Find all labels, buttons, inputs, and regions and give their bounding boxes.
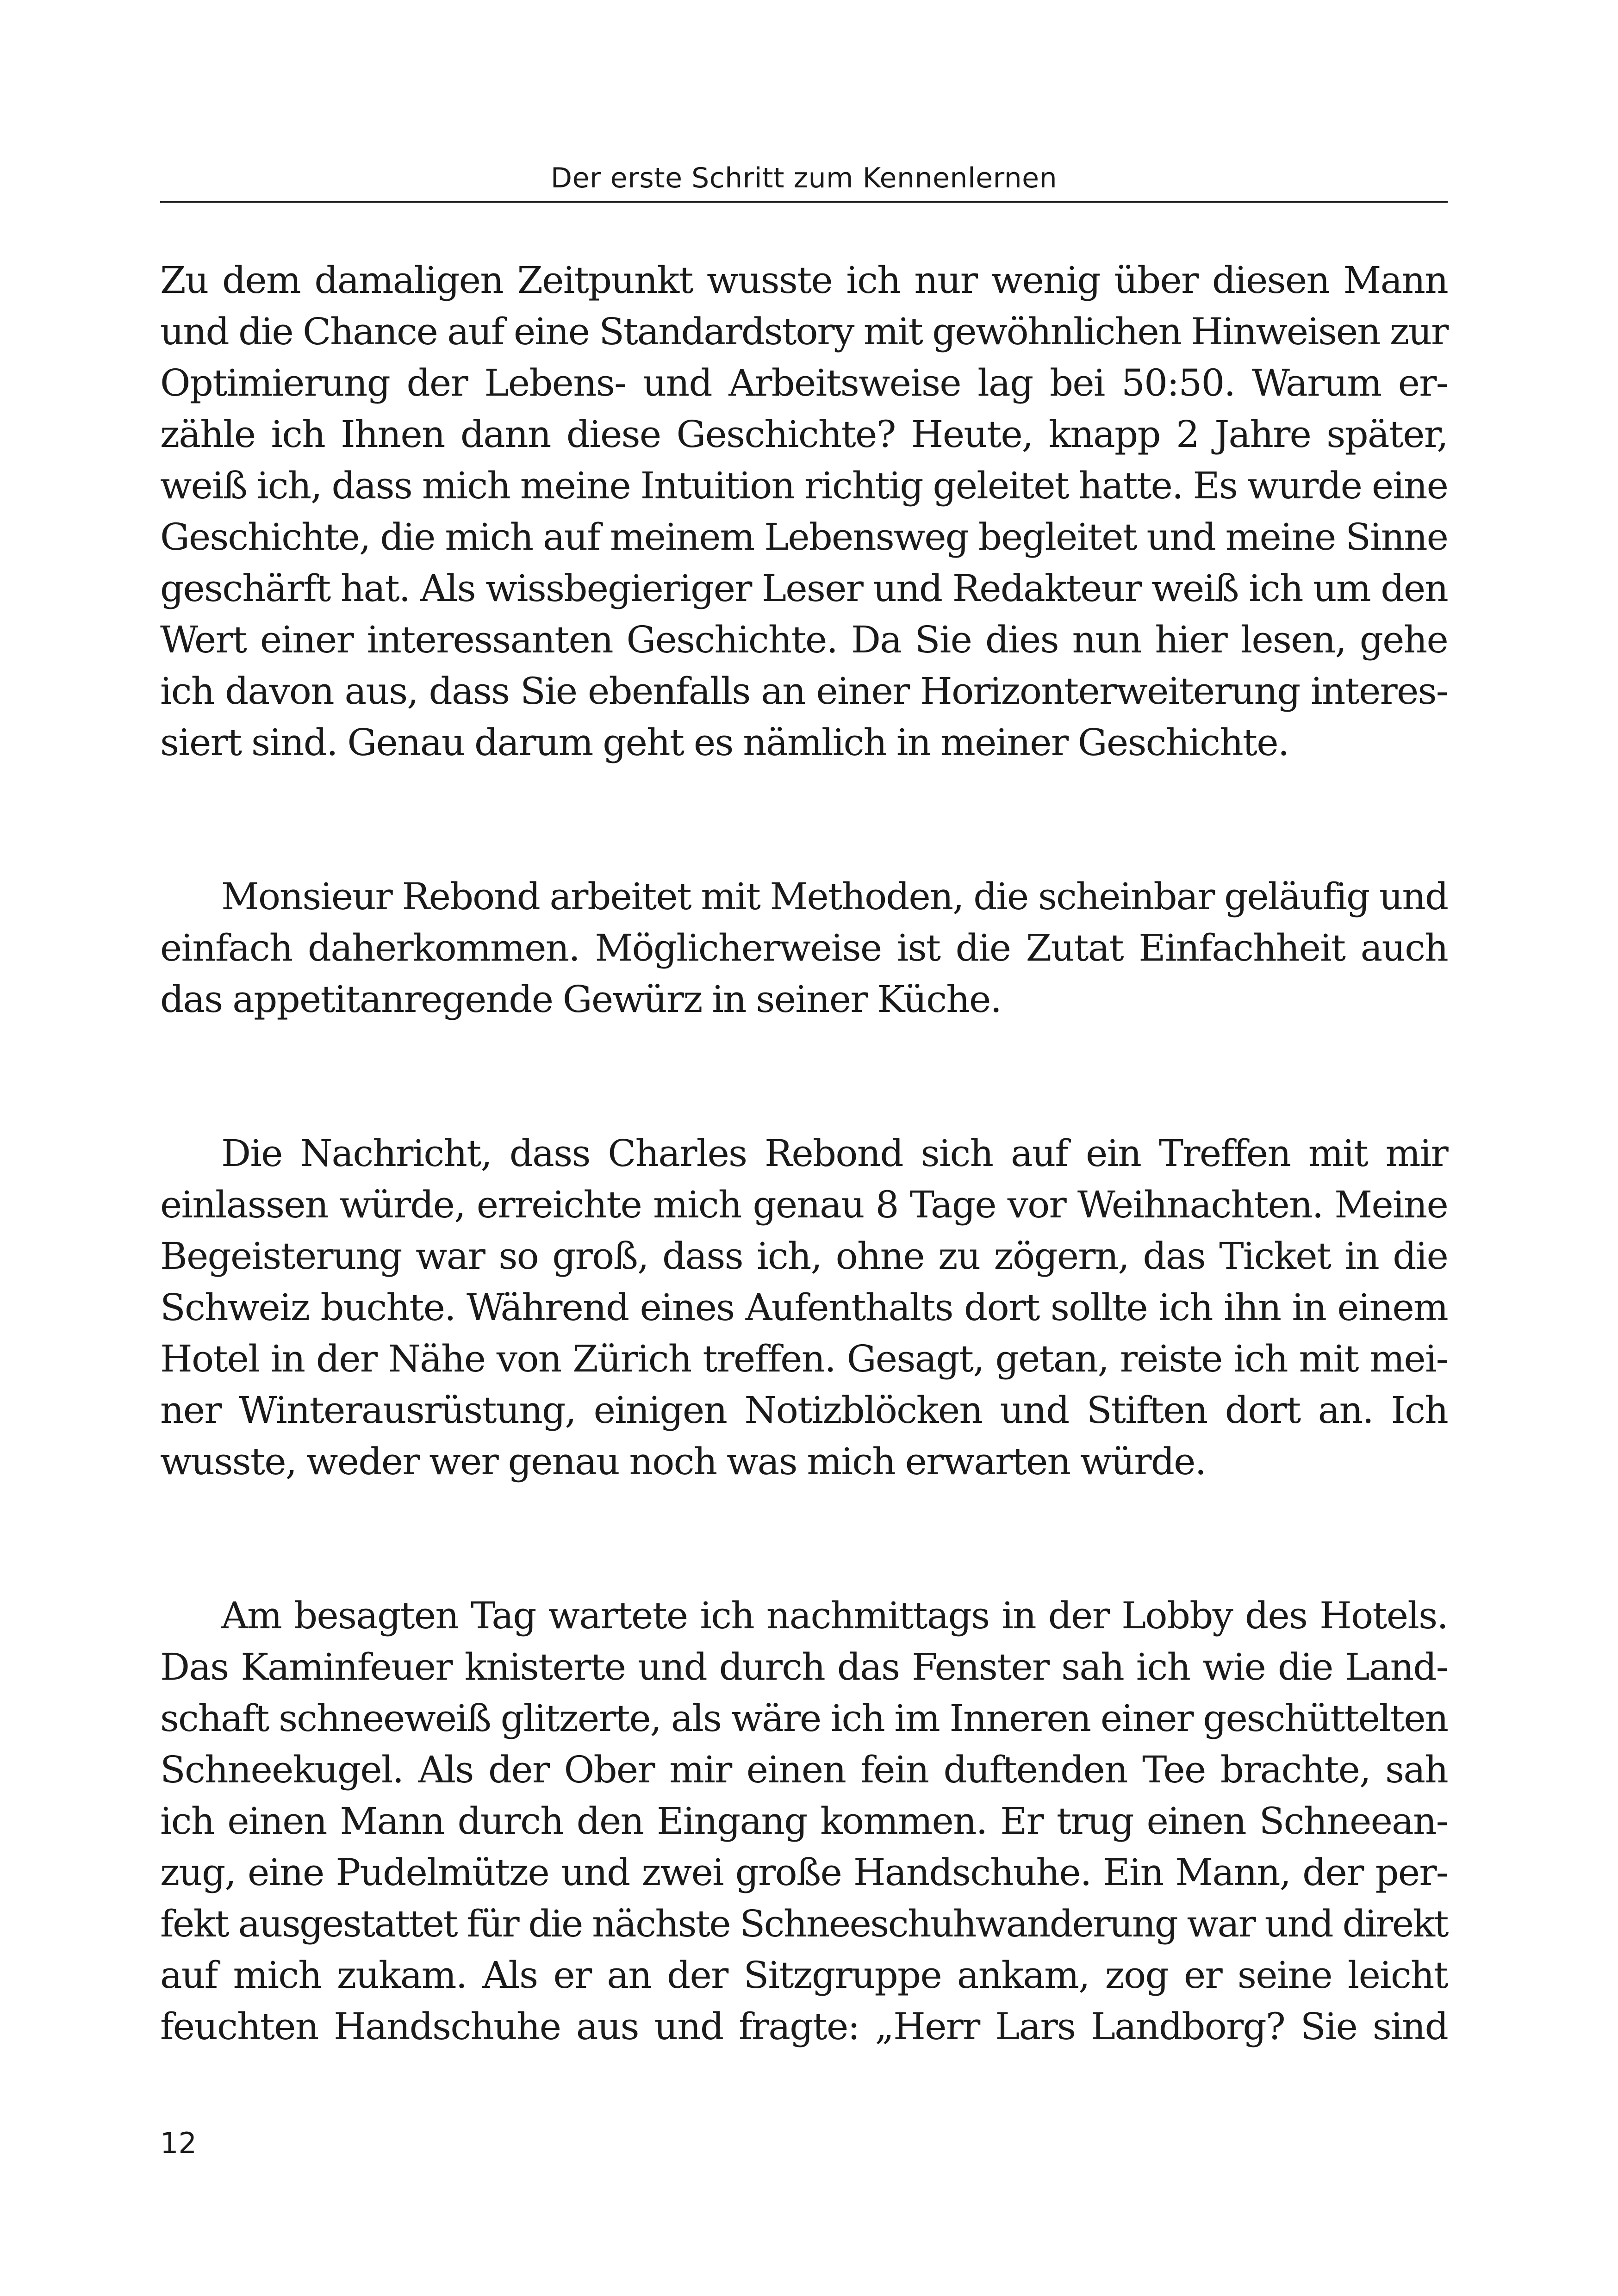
- text-line: feuchten Handschuhe aus und fragte: „Herr Lars Landborg? Sie sind: [160, 2005, 1448, 2048]
- running-head: Der erste Schritt zum Kennenlernen: [550, 162, 1058, 194]
- paragraph-4: [160, 1590, 1448, 2052]
- text-line: schaft schneeweiß glitzerte, als wäre ich im Inneren einer geschüttelten: [160, 1697, 1448, 1740]
- text-line: zug, eine Pudelmütze und zwei große Handschuhe. Ein Mann, der per-: [160, 1851, 1448, 1894]
- text-line: zähle ich Ihnen dann diese Geschichte? Heute, knapp 2 Jahre später,: [160, 413, 1448, 456]
- header-rule: [160, 201, 1448, 203]
- text-line: wusste, weder wer genau noch was mich erwarten würde.: [160, 1440, 1206, 1483]
- text-line: siert sind. Genau darum geht es nämlich in meiner Geschichte.: [160, 721, 1289, 764]
- text-line: Hotel in der Nähe von Zürich treffen. Gesagt, getan, reiste ich mit mei-: [160, 1337, 1448, 1380]
- text-line: Das Kaminfeuer knisterte und durch das Fenster sah ich wie die Land-: [160, 1645, 1448, 1688]
- text-line: Zu dem damaligen Zeitpunkt wusste ich nur wenig über diesen Mann: [160, 259, 1448, 302]
- text-line: Schweiz buchte. Während eines Aufenthalts dort sollte ich ihn in einem: [160, 1286, 1448, 1329]
- text-line: fekt ausgestattet für die nächste Schneeschuhwanderung war und direkt: [160, 1902, 1448, 1945]
- text-line: Monsieur Rebond arbeitet mit Methoden, die scheinbar geläufig und: [221, 875, 1448, 918]
- body-text: [160, 254, 1448, 2052]
- text-line: weiß ich, dass mich meine Intuition richtig geleitet hatte. Es wurde eine: [160, 464, 1448, 507]
- page-number: 12: [160, 2126, 197, 2160]
- text-line: Schneekugel. Als der Ober mir einen fein duftenden Tee brachte, sah: [160, 1748, 1448, 1791]
- paragraph-3: [160, 1128, 1448, 1487]
- text-line: auf mich zukam. Als er an der Sitzgruppe ankam, zog er seine leicht: [160, 1954, 1448, 1997]
- text-line: Optimierung der Lebens- und Arbeitsweise lag bei 50:50. Warum er-: [160, 361, 1448, 404]
- text-line: Geschichte, die mich auf meinem Lebensweg begleitet und meine Sinne: [160, 515, 1448, 558]
- text-line: Am besagten Tag wartete ich nachmittags in der Lobby des Hotels.: [221, 1594, 1448, 1637]
- text-line: Die Nachricht, dass Charles Rebond sich auf ein Treffen mit mir: [221, 1132, 1448, 1175]
- text-line: ich davon aus, dass Sie ebenfalls an einer Horizonterweiterung interes-: [160, 670, 1448, 713]
- paragraph-1: [160, 254, 1448, 768]
- text-line: einlassen würde, erreichte mich genau 8 Tage vor Weihnachten. Meine: [160, 1183, 1448, 1226]
- text-line: ich einen Mann durch den Eingang kommen. Er trug einen Schneean-: [160, 1800, 1448, 1843]
- text-line: das appetitanregende Gewürz in seiner Küche.: [160, 978, 1002, 1021]
- paragraph-2: [160, 871, 1448, 1025]
- text-line: und die Chance auf eine Standardstory mit gewöhnlichen Hinweisen zur: [160, 310, 1448, 353]
- text-line: einfach daherkommen. Möglicherweise ist die Zutat Einfachheit auch: [160, 926, 1448, 969]
- text-line: ner Winterausrüstung, einigen Notizblöcken und Stiften dort an. Ich: [160, 1389, 1448, 1432]
- text-line: Begeisterung war so groß, dass ich, ohne zu zögern, das Ticket in die: [160, 1235, 1448, 1278]
- text-line: Wert einer interessanten Geschichte. Da Sie dies nun hier lesen, gehe: [160, 618, 1448, 661]
- text-line: geschärft hat. Als wissbegieriger Leser und Redakteur weiß ich um den: [160, 567, 1448, 610]
